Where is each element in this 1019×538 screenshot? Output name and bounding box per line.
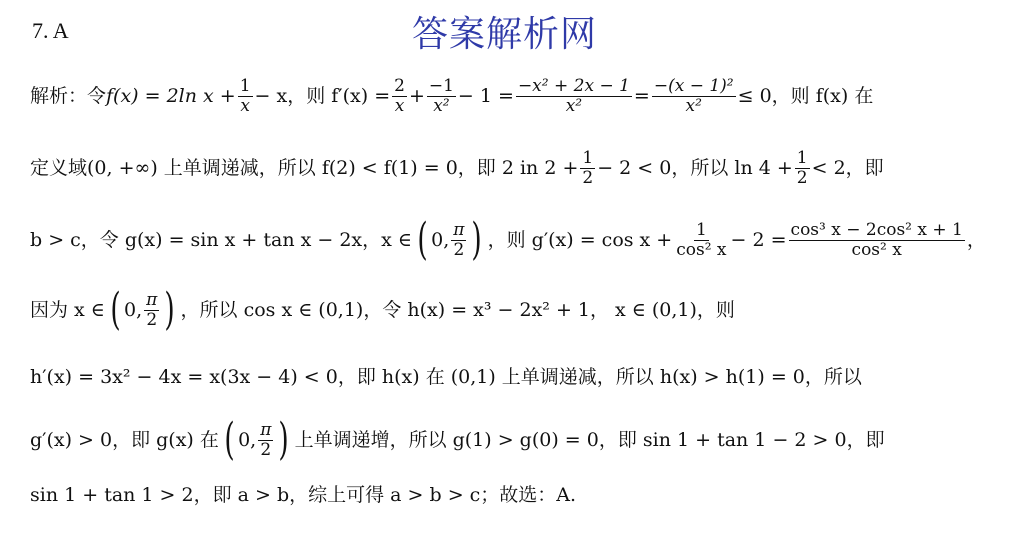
interval: [107, 284, 179, 335]
solution-line-1: [30, 78, 873, 115]
text: 0,: [124, 298, 143, 321]
numerator: 2: [394, 76, 405, 96]
fraction: [516, 78, 632, 115]
denominator: 2: [582, 168, 594, 188]
text: ，则 g′(x) = cos x +: [487, 228, 673, 251]
text: 解析：令: [30, 85, 107, 107]
fraction: [795, 150, 810, 187]
open-paren: (: [417, 214, 428, 265]
denominator: 2: [453, 239, 465, 260]
fraction: [238, 78, 253, 115]
denominator: x: [240, 96, 250, 116]
denominator: cos² x: [676, 239, 727, 260]
text: 0,: [431, 228, 450, 251]
fraction: [392, 78, 407, 115]
text: − 2 =: [730, 228, 787, 251]
text: 定义域(0, +∞) 上单调递减，所以 f(2) < f(1) = 0，即 2 in 2 +: [30, 157, 579, 179]
fraction: [789, 219, 965, 260]
text: f(x) = 2ln x +: [106, 85, 236, 107]
question-number: 7. A: [32, 18, 69, 43]
fraction: [258, 419, 273, 460]
watermark-text: 答案解析网: [412, 14, 598, 55]
fraction: [580, 150, 595, 187]
text: ≤ 0，则 f(x) 在: [737, 85, 874, 107]
numerator: 1: [695, 219, 707, 240]
solution-line-4: [30, 284, 735, 335]
text: h′(x) = 3x² − 4x = x(3x − 4) < 0，即 h(x) 在 (0,1) 上单调递减，所以 h(x) > h(1) = 0，所以: [30, 366, 862, 388]
text: − 2 < 0，所以 ln 4 +: [597, 157, 793, 179]
numerator: cos³ x − 2cos² x + 1: [790, 219, 963, 240]
denominator: cos² x: [851, 239, 902, 260]
text: =: [633, 85, 650, 107]
text: − 1 =: [457, 85, 514, 107]
text: 0,: [238, 428, 257, 451]
close-paren: ): [471, 214, 483, 265]
interval: [414, 214, 486, 265]
numerator: −(x − 1)²: [653, 76, 734, 96]
text: < 2，即: [811, 157, 884, 179]
fraction: [427, 78, 456, 115]
denominator: x²: [433, 96, 450, 116]
numerator: π: [146, 289, 158, 310]
fraction: [674, 219, 728, 260]
fraction: [451, 219, 466, 260]
close-paren: ): [278, 414, 290, 465]
denominator: 2: [260, 439, 272, 460]
numerator: 1: [796, 148, 808, 168]
text: g′(x) > 0，即 g(x) 在: [30, 428, 219, 451]
text: b > c，令 g(x) = sin x + tan x − 2x，x ∈: [30, 228, 412, 251]
fraction: [144, 289, 159, 330]
text: +: [408, 85, 425, 107]
text: ，: [966, 228, 986, 251]
denominator: 2: [146, 309, 158, 330]
text: sin 1 + tan 1 > 2，即 a > b，综上可得 a > b > c；故选：A.: [30, 484, 577, 506]
numerator: 1: [239, 76, 251, 96]
solution-line-7: [30, 486, 576, 505]
denominator: 2: [796, 168, 808, 188]
text: 因为 x ∈: [30, 298, 105, 321]
text: ，所以 cos x ∈ (0,1)，令 h(x) = x³ − 2x² + 1， x ∈ (0,1)，则: [180, 298, 735, 321]
solution-line-2: [30, 150, 884, 187]
numerator: π: [453, 219, 465, 240]
numerator: −1: [428, 76, 454, 96]
open-paren: (: [110, 284, 121, 335]
interval: [221, 414, 293, 465]
solution-line-5: [30, 368, 862, 387]
numerator: −x² + 2x − 1: [517, 76, 630, 96]
numerator: π: [260, 419, 272, 440]
denominator: x²: [565, 96, 583, 116]
denominator: x: [394, 96, 405, 116]
fraction: [652, 78, 736, 115]
numerator: 1: [582, 148, 594, 168]
open-paren: (: [224, 414, 235, 465]
solution-line-3: [30, 214, 986, 265]
solution-line-6: [30, 414, 885, 465]
text: 上单调递增，所以 g(1) > g(0) = 0，即 sin 1 + tan 1 − 2 > 0，即: [294, 428, 885, 451]
close-paren: ): [164, 284, 176, 335]
text: − x，则 f′(x) =: [254, 85, 391, 107]
denominator: x²: [685, 96, 702, 116]
